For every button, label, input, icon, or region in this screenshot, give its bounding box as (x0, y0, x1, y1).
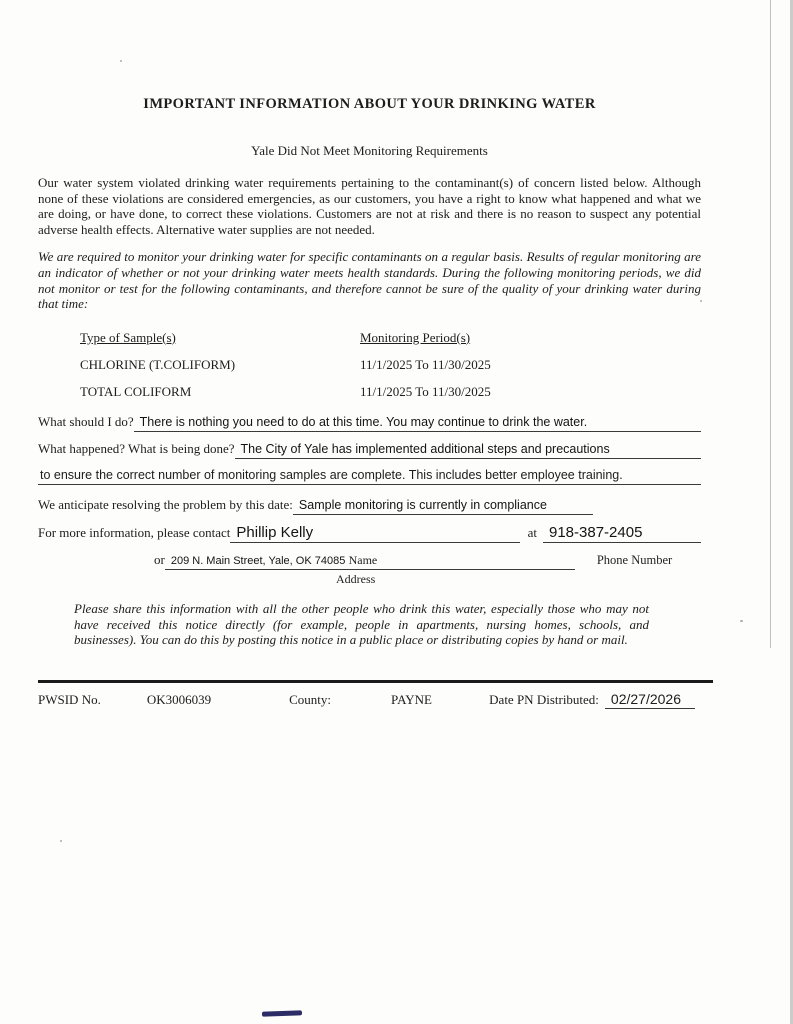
pwsid-value: OK3006039 (146, 692, 212, 708)
county-value: PAYNE (391, 692, 432, 708)
document-subtitle: Yale Did Not Meet Monitoring Requirements (251, 143, 488, 158)
at-label: at (527, 524, 537, 540)
scan-speck (120, 60, 122, 62)
sample-type-cell: TOTAL COLIFORM (80, 383, 192, 399)
what-happened-answer-line1: The City of Yale has implemented additional steps and precautions (240, 441, 610, 456)
what-should-i-do-answer: There is nothing you need to do at this time. You may continue to drink the water. (139, 414, 588, 429)
what-should-i-do-label: What should I do? (38, 413, 134, 429)
contact-phone-field (543, 524, 701, 543)
monitoring-paragraph: We are required to monitor your drinking water for specific contaminants on a regular basis. Results of regular monitoring are an indicator of whether or not your drinking water meets health standards. During the following monitoring periods, we did not monitor or test for the following contaminants, and therefore cannot be sure of the quality of your drinking water during that time: (38, 249, 701, 312)
address-line (154, 552, 701, 570)
address-sublabel-row (336, 572, 701, 587)
monitoring-period-cell: 11/1/2025 To 11/30/2025 (360, 383, 491, 399)
date-distributed-group (489, 691, 695, 709)
county-label: County: (289, 692, 332, 708)
footer-divider (38, 680, 713, 683)
monitoring-period-cell: 11/1/2025 To 11/30/2025 (360, 356, 491, 372)
scan-speck (60, 840, 62, 842)
violation-paragraph: Our water system violated drinking water requirements pertaining to the contaminant(s) of concern listed below. Although none of these violations are considered emergencies, as our customers, you have a right to know what happened and what we are doing, or have done, to correct these violations. Customers are not at risk and there is no reason to suspect any potential adverse health effects. Alternative water supplies are not needed. (38, 175, 701, 237)
table-row (80, 357, 701, 373)
scan-speck (700, 300, 702, 302)
table-row (80, 384, 701, 400)
address-sublabel: Address (336, 571, 376, 586)
pwsid-label: PWSID No. (38, 692, 101, 708)
footer-row (38, 691, 713, 709)
footer-section (38, 680, 713, 709)
what-happened-answer-line2: to ensure the correct number of monitoring samples are complete. This includes better employee training. (38, 468, 701, 485)
date-distributed-label: Date PN Distributed: (489, 692, 599, 708)
what-should-i-do-line (38, 414, 701, 432)
sample-type-cell: CHLORINE (T.COLIFORM) (80, 356, 236, 372)
what-happened-line (38, 441, 701, 459)
contact-name: Phillip Kelly (236, 523, 314, 541)
table-header-row (80, 330, 701, 346)
scan-bottom-mark (262, 1010, 302, 1016)
column-header-monitoring-period: Monitoring Period(s) (360, 329, 471, 345)
what-happened-field (235, 441, 702, 459)
contact-address: 209 N. Main Street, Yale, OK 74085 (170, 554, 346, 567)
date-distributed-value: 02/27/2026 (605, 691, 695, 709)
what-happened-label: What happened? What is being done? (38, 440, 235, 456)
scan-speck (740, 620, 743, 622)
resolve-date-line (38, 497, 701, 515)
column-header-sample-type: Type of Sample(s) (80, 329, 176, 345)
share-notice-paragraph: Please share this information with all the other people who drink this water, especially those who may not have received this notice directly (for example, people in apartments, nursing homes, schools, and businesses). You can do this by posting this notice in a public place or distributing copies by hand or mail. (74, 600, 649, 648)
resolve-date-answer: Sample monitoring is currently in compliance (298, 497, 547, 512)
name-sublabel: Name (348, 552, 378, 567)
document-title: IMPORTANT INFORMATION ABOUT YOUR DRINKING WATER (143, 96, 596, 112)
contact-line (38, 524, 701, 543)
what-should-i-do-field (134, 414, 701, 432)
scan-edge-line (770, 0, 771, 648)
or-label: or (154, 551, 165, 567)
contact-name-field (230, 524, 519, 543)
contact-address-field (165, 552, 575, 570)
contact-label: For more information, please contact (38, 524, 231, 540)
resolve-date-label: We anticipate resolving the problem by this date: (38, 496, 293, 512)
sample-table (80, 330, 701, 400)
contact-phone: 918-387-2405 (549, 523, 643, 541)
phone-number-sublabel: Phone Number (596, 552, 673, 567)
resolve-date-field (293, 497, 593, 515)
